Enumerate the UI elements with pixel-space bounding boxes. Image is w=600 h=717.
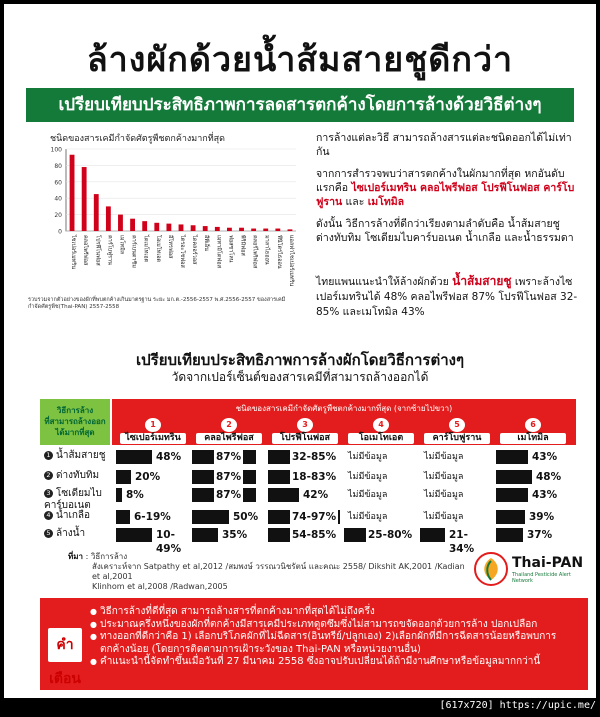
row-number: 2 — [44, 471, 53, 480]
chart-category-label: โปรฟีโนฟอส — [94, 235, 101, 266]
cell-value: ไม่มีข้อมูล — [424, 472, 464, 482]
column-header — [272, 418, 338, 444]
chart-category-label: คาร์เบนดาซิม — [130, 235, 137, 268]
column-number: 3 — [297, 418, 313, 432]
table-cell — [420, 488, 494, 502]
chemical-header-title: ชนิดของสารเคมีกำจัดศัตรูพืชตกค้างมากที่สุด (จากซ้ายไปขวา) — [235, 404, 453, 413]
chart-ytick-label: 0 — [58, 228, 62, 236]
column-number: 6 — [525, 418, 541, 432]
column-header — [424, 418, 490, 444]
cell-value: 37% — [527, 529, 553, 541]
column-header — [120, 418, 186, 444]
cell-value: 35% — [222, 529, 248, 541]
chart-bar — [275, 229, 280, 231]
cell-value: 87% — [216, 451, 242, 463]
row-name: น้ำส้มสายชู — [56, 450, 106, 461]
cell-value: ไม่มีข้อมูล — [424, 490, 464, 500]
method-header-label: วิธีการล้าง — [56, 406, 94, 415]
warning-item: ● วิธีการล้างที่ดีที่สุด สามารถล้างสารที่ตกค้างมากที่สุดได้ไม่ถึงครึ่ง — [90, 606, 584, 619]
chart-bar — [251, 229, 256, 231]
cell-value: ไม่มีข้อมูล — [348, 472, 388, 482]
chart-ytick-label: 60 — [54, 179, 62, 187]
comparison-title: เปรียบเทียบประสิทธิภาพการล้างผักโดยวิธีการต่างๆ — [135, 351, 464, 369]
table-cell — [116, 450, 190, 464]
chart-bar — [70, 155, 75, 231]
chart-category-label: เมทามิโดฟอส — [215, 235, 222, 268]
row-number: 4 — [44, 511, 53, 520]
chart-bar — [154, 223, 159, 231]
table-cell — [496, 488, 570, 502]
text-p2b: ไซเปอร์เมทริน คลอไพรีฟอส โปรฟีโนฟอส คาร์โบฟูราน — [316, 182, 575, 208]
cell-value: 21-34% — [447, 528, 494, 556]
chart-category-label: มาลาไธออน — [263, 235, 270, 265]
chart-bar — [203, 226, 208, 231]
chart-note: รวบรวมจากตัวอย่างของผักที่พบตกค้างเกินมาตรฐาน ระยะ มก.ต.-2556-2557 พ.ศ.2556-2557 ของสารเคมีกำจัดศัตรูพืช(Thai-PAN) 2557-2558 — [28, 297, 286, 310]
cell-value: ไม่มีข้อมูล — [348, 452, 388, 462]
column-header — [500, 418, 566, 444]
method-header-label2: ที่สามารถล้างออกได้มากที่สุด — [44, 417, 106, 437]
table-cell — [496, 528, 570, 542]
efficiency-bar — [116, 488, 122, 502]
cell-value: 48% — [156, 451, 182, 463]
text-p2a: จากการสำรวจพบว่าสารตกค้างในผักมากที่สุด หกอันดับแรกคือ — [316, 168, 565, 194]
efficiency-bar — [116, 450, 152, 464]
cell-value: 87% — [216, 489, 242, 501]
chart-category-label: แอลฟาไซเปอร์เมทริน — [287, 235, 294, 287]
chart-category-label: ไตรอะโซฟอส — [179, 235, 185, 268]
text-p3: ดังนั้น วิธีการล้างที่ดีกว่าเรียงตามลำดับคือ น้ำส้มสายชู ด่างทับทิม โซเดียมไบคาร์บอเนต น้ำเกลือ และน้ำธรรมดา — [316, 218, 574, 244]
table-cell — [192, 510, 266, 524]
table-cell — [268, 450, 342, 464]
efficiency-bar — [496, 528, 523, 542]
table-cell — [496, 470, 570, 484]
infographic — [4, 4, 596, 698]
table-cell — [116, 488, 190, 502]
chart-bar — [191, 225, 196, 231]
cell-value: 6-19% — [134, 511, 171, 523]
text-p2 — [316, 167, 578, 209]
row-name: ด่างทับทิม — [56, 470, 100, 481]
source-line3: Klinhom et al,2008 /Radwan,2005 — [92, 582, 228, 591]
table-cell — [268, 528, 342, 542]
text-p4c: เพราะล้างไซเปอร์เมทรินได้ 48% คลอไพรีฟอส 87% โปรฟีโนฟอส 32-85% และเมโทมิล 43% — [316, 276, 578, 318]
cell-value: ไม่มีข้อมูล — [424, 452, 464, 462]
efficiency-bar — [192, 528, 218, 542]
chart-category-label: ไดคลอร์วอส — [191, 235, 198, 265]
warning-item: ● ประมาณครึ่งหนึ่งของผักที่ตกค้างมีสารเคมีประเภทดูดซึมซึ่งไม่สามารถขจัดออกด้วยการล้าง ปอกเปลือก — [90, 619, 584, 632]
chart-ytick-label: 100 — [50, 146, 62, 154]
chart-category-label: คลอร์ไพริฟอส — [251, 235, 258, 269]
chart-category-label: ฟีนิโตรไธออน — [275, 235, 282, 269]
cell-value: 8% — [126, 489, 144, 501]
footer-watermark: [617x720] https://upic.me/ — [439, 700, 596, 711]
chart-category-label: อีพีเอ็น — [203, 235, 210, 251]
row-label — [44, 510, 114, 522]
row-label — [44, 450, 114, 462]
column-name: โอเมโทเอต — [348, 433, 414, 444]
thai-pan-logo — [474, 552, 584, 588]
source-note: ที่มา : วิธีการล้าง สังเคราะห์จาก Satpathy et al,2012 /สมพงษ์ วรรณวนิชรัตน์ และคณะ 2558/ Dikshit AK,2001 /Kadian et al,2001 Klinhom et al,2008 /Radwan,2005 — [68, 552, 468, 592]
warning-list — [90, 606, 584, 669]
column-name: คลอไพรีฟอส — [196, 433, 262, 444]
column-header — [348, 418, 414, 444]
logo-name: Thai-PAN — [512, 555, 584, 571]
efficiency-bar — [116, 510, 130, 524]
table-cell — [116, 510, 190, 524]
table-cell — [344, 470, 418, 484]
warning-label: คำเตือน — [48, 628, 82, 662]
table-cell — [192, 528, 266, 542]
cell-value: 39% — [529, 511, 555, 523]
cell-value: ไม่มีข้อมูล — [348, 512, 388, 522]
right-text — [316, 131, 578, 253]
chart-bar — [215, 227, 220, 231]
bar-chart — [26, 145, 302, 295]
chart-ytick-label: 80 — [54, 162, 62, 170]
cell-value: ไม่มีข้อมูล — [424, 512, 464, 522]
chart-bar — [263, 229, 268, 231]
row-label — [44, 528, 114, 540]
cell-value: 43% — [532, 451, 558, 463]
efficiency-bar — [496, 470, 532, 484]
cell-value: 43% — [532, 489, 558, 501]
column-header — [196, 418, 262, 444]
source-line1: วิธีการล้าง — [90, 552, 128, 561]
cell-value: 18-83% — [292, 471, 337, 483]
column-number: 2 — [221, 418, 237, 432]
table-cell — [268, 470, 342, 484]
cell-value: 54-85% — [292, 529, 337, 541]
table-cell — [192, 470, 266, 484]
efficiency-bar — [192, 510, 229, 524]
chart-bar — [227, 228, 232, 231]
cell-value: 50% — [233, 511, 259, 523]
cell-value: 20% — [135, 471, 161, 483]
chart-bar — [130, 219, 135, 231]
text-p2c: และ — [345, 196, 365, 208]
row-label — [44, 488, 114, 512]
chart-bar — [106, 206, 111, 231]
page-title: ล้างผักด้วยน้ำส้มสายชูดีกว่า — [86, 40, 514, 80]
chart-bar — [179, 224, 184, 231]
cell-value: 87% — [216, 471, 242, 483]
table-cell — [268, 510, 342, 524]
efficiency-bar — [116, 528, 152, 542]
cell-value: 42% — [303, 489, 329, 501]
comparison-subtitle: วัดจากเปอร์เซ็นต์ของสารเคมีที่สามารถล้างออกได้ — [171, 370, 429, 384]
row-name: โซเดียมไบคาร์บอเนต — [44, 488, 102, 511]
table-cell — [420, 450, 494, 464]
efficiency-bar — [268, 488, 299, 502]
chart-category-label: โอเมโทเอต — [154, 235, 161, 263]
table-cell — [496, 510, 570, 524]
subtitle-banner: เปรียบเทียบประสิทธิภาพการลดสารตกค้างโดยการล้างด้วยวิธีต่างๆ — [26, 88, 574, 122]
table-cell — [496, 450, 570, 464]
chart-bar — [94, 194, 99, 231]
text-p4b: น้ำส้มสายชู — [452, 274, 512, 288]
chart-category-label: พิริมิฟอส — [239, 235, 246, 256]
table-cell — [344, 450, 418, 464]
chart-bar — [288, 229, 293, 231]
method-header — [40, 399, 110, 445]
table-cell — [192, 450, 266, 464]
warning-box — [40, 598, 588, 690]
source-line2: สังเคราะห์จาก Satpathy et al,2012 /สมพงษ์ วรรณวนิชรัตน์ และคณะ 2558/ Dikshit AK,2001 /Kadian et al,2001 — [92, 562, 465, 581]
table-cell — [116, 470, 190, 484]
efficiency-bar — [420, 528, 445, 542]
chart-bar — [82, 167, 87, 231]
chart-category-label: เมโทมิล — [118, 235, 125, 255]
column-number: 5 — [449, 418, 465, 432]
column-name: คาร์โบฟูราน — [424, 433, 490, 444]
column-name: ไซเปอร์เมทริน — [120, 433, 186, 444]
recommendation-text — [316, 274, 584, 320]
column-number: 4 — [373, 418, 389, 432]
chart-title: ชนิดของสารเคมีกำจัดศัตรูพืชตกค้างมากที่สุด — [50, 134, 225, 144]
efficiency-bar — [496, 488, 528, 502]
chart-category-label: ไซเปอร์เมทริน — [70, 235, 77, 269]
column-number: 1 — [145, 418, 161, 432]
efficiency-bar — [116, 470, 131, 484]
table-cell — [192, 488, 266, 502]
row-name: น้ำเกลือ — [56, 510, 91, 521]
chart-panel — [26, 131, 302, 307]
chart-bar — [239, 228, 244, 231]
chart-bar — [166, 224, 171, 231]
table-cell — [116, 528, 190, 555]
table-cell — [344, 488, 418, 502]
efficiency-bar — [496, 510, 525, 524]
table-cell — [344, 510, 418, 524]
chart-ytick-label: 40 — [54, 195, 62, 203]
table-cell — [420, 510, 494, 524]
cell-value: ไม่มีข้อมูล — [348, 490, 388, 500]
text-p2d: เมโทมิล — [367, 196, 405, 208]
chart-category-label: อีโทรฟอส — [166, 235, 173, 259]
chart-category-label: คลอไพรีฟอส — [82, 235, 89, 266]
chart-bar — [142, 221, 147, 231]
row-name: ล้างน้ำ — [56, 528, 86, 539]
row-label — [44, 470, 114, 482]
efficiency-bar — [496, 450, 528, 464]
cell-value: 32-85% — [292, 451, 337, 463]
chart-ytick-label: 20 — [54, 212, 62, 220]
source-label: ที่มา — [68, 552, 84, 561]
row-number: 3 — [44, 489, 53, 498]
cell-value: 48% — [536, 471, 562, 483]
cell-value: 74-97% — [292, 511, 337, 523]
column-name: เมโทมิล — [500, 433, 566, 444]
chart-axes — [66, 149, 296, 231]
table-cell — [344, 528, 418, 542]
text-p4a: ไทยแพนแนะนำให้ล้างผักด้วย — [316, 276, 449, 288]
table-cell — [420, 470, 494, 484]
logo-subtitle: Thailand Pesticide Alert Network — [512, 572, 571, 584]
cell-value: 25-80% — [368, 529, 413, 541]
chart-category-label: คาร์โบฟูราน — [106, 235, 113, 265]
column-name: โปรฟีโนฟอส — [272, 433, 338, 444]
text-p1: การล้างแต่ละวิธี สามารถล้างสารแต่ละชนิดออกได้ไม่เท่ากัน — [316, 132, 572, 158]
row-number: 5 — [44, 529, 53, 538]
table-cell — [420, 528, 494, 555]
chart-category-label: ฟอสซาโลน — [227, 235, 234, 263]
chart-bar — [118, 215, 123, 231]
cell-value: 10-49% — [154, 528, 190, 556]
chart-category-label: ไดเมโทเอต — [142, 235, 149, 263]
warning-item: ● ทางออกที่ดีกว่าคือ 1) เลือกบริโภคผักที่ไม่ฉีดสาร(อินทรีย์/ปลูกเอง) 2)เลือกผักที่มีการฉีดสารน้อยหรือพบการตกค้างน้อย (โดยการติดตามการเฝ้าระวังของ Thai-PAN หรือหน่วยงานอื่น) — [90, 631, 584, 656]
row-number: 1 — [44, 451, 53, 460]
leaf-logo-icon — [474, 552, 508, 586]
warning-item: ● คำแนะนำนี้จัดทำขึ้นเมื่อวันที่ 27 มีนาคม 2558 ซึ่งอาจปรับเปลี่ยนได้ถ้ามีงานศึกษาหรือข้อมูลมากกว่านี้ — [90, 656, 584, 669]
table-cell — [268, 488, 342, 502]
